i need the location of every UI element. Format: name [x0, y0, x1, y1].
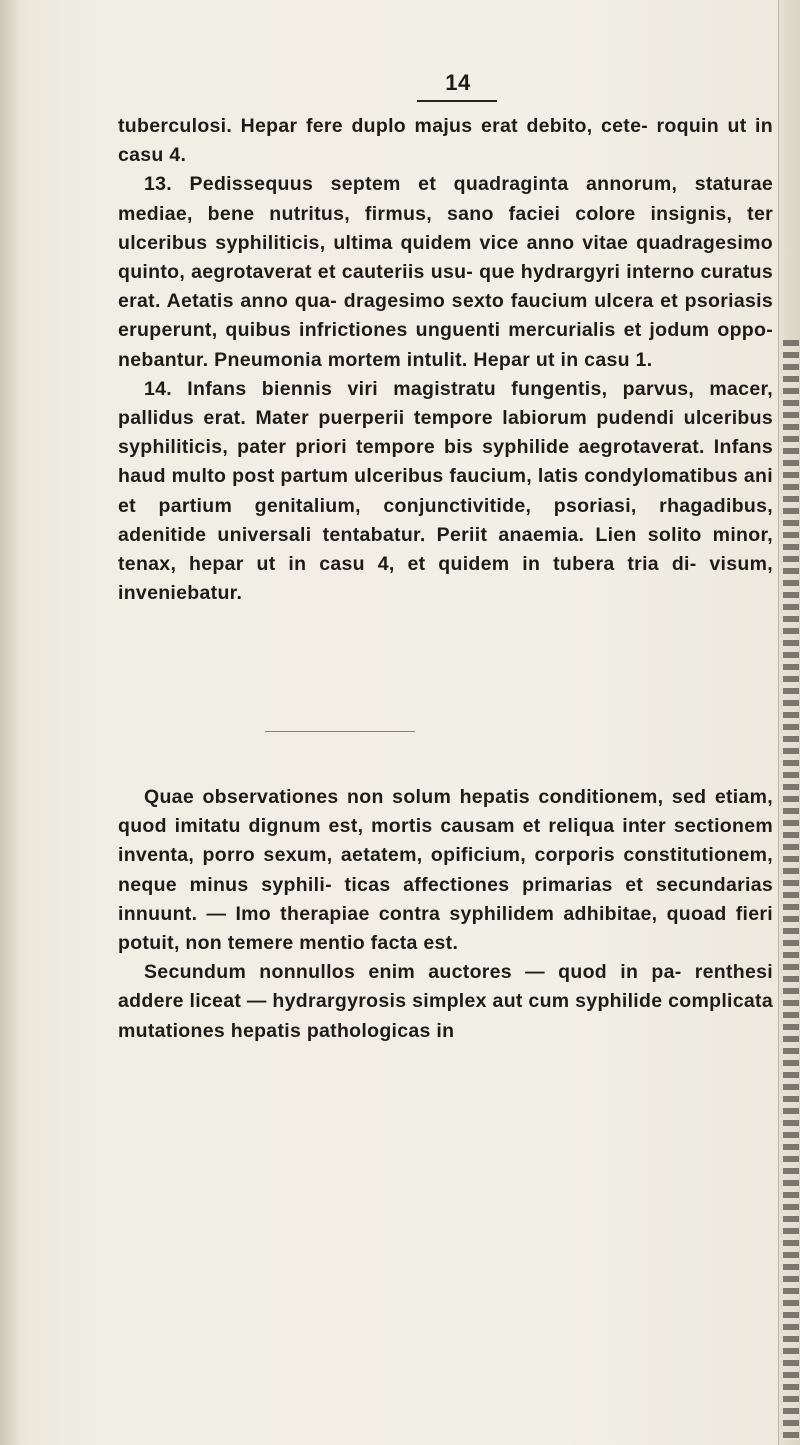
text-section-2: [118, 783, 773, 1046]
section-separator-rule: [265, 731, 415, 732]
binding-shadow: [0, 0, 22, 1445]
paragraph-case-13: 13. Pedissequus septem et quadraginta annorum, staturae mediae, bene nutritus, firmus, sano faciei colore insignis, ter ulceribus syphiliticis, ultima quidem vice anno vitae quadragesimo quinto, aegrotaverat et cauteriis usu- que hydrargyri interno curatus erat. Aetatis anno qua- dragesimo sexto faucium ulcera et psoriasis eruperunt, quibus infrictiones unguenti mercurialis et jodum oppo- nebantur. Pneumonia mortem intulit. Hepar ut in casu 1.: [118, 173, 773, 371]
paragraph-observations: Quae observationes non solum hepatis conditionem, sed etiam, quod imitatu dignum est, mortis causam et reliqua inter sectionem inventa, porro sexum, aetatem, opificium, corporis constitutionem, neque minus syphili- ticas affectiones primarias et secundarias innuunt. — Imo therapiae contra syphilidem adhibitae, quoad fieri potuit, non temere mentio facta est.: [118, 786, 773, 955]
adjacent-page-edge: [778, 0, 800, 1445]
paragraph-authors: Secundum nonnullos enim auctores — quod in pa- renthesi addere liceat — hydrargyrosis simplex aut cum syphilide complicata mutationes hepatis pathologicas in: [118, 961, 773, 1042]
page-number-underline: [417, 100, 497, 102]
paragraph-continuation: tuberculosi. Hepar fere duplo majus erat debito, cete- roquin ut in casu 4.: [118, 115, 773, 167]
text-section-1: [118, 112, 773, 608]
page-number: 14: [445, 70, 471, 95]
paragraph-case-14: 14. Infans biennis viri magistratu fungentis, parvus, macer, pallidus erat. Mater puerperii tempore labiorum pudendi ulceribus syphiliticis, pater priori tempore bis syphilide aegrotaverat. Infans haud multo post partum ulceribus faucium, latis condylomatibus ani et partium genitalium, conjunctivitide, psoriasi, rhagadibus, adenitide universali tentabatur. Periit anaemia. Lien solito minor, tenax, hepar ut in casu 4, et quidem in tubera tria di- visum, inveniebatur.: [118, 377, 773, 605]
adjacent-page-text-fragments: [783, 340, 799, 1440]
